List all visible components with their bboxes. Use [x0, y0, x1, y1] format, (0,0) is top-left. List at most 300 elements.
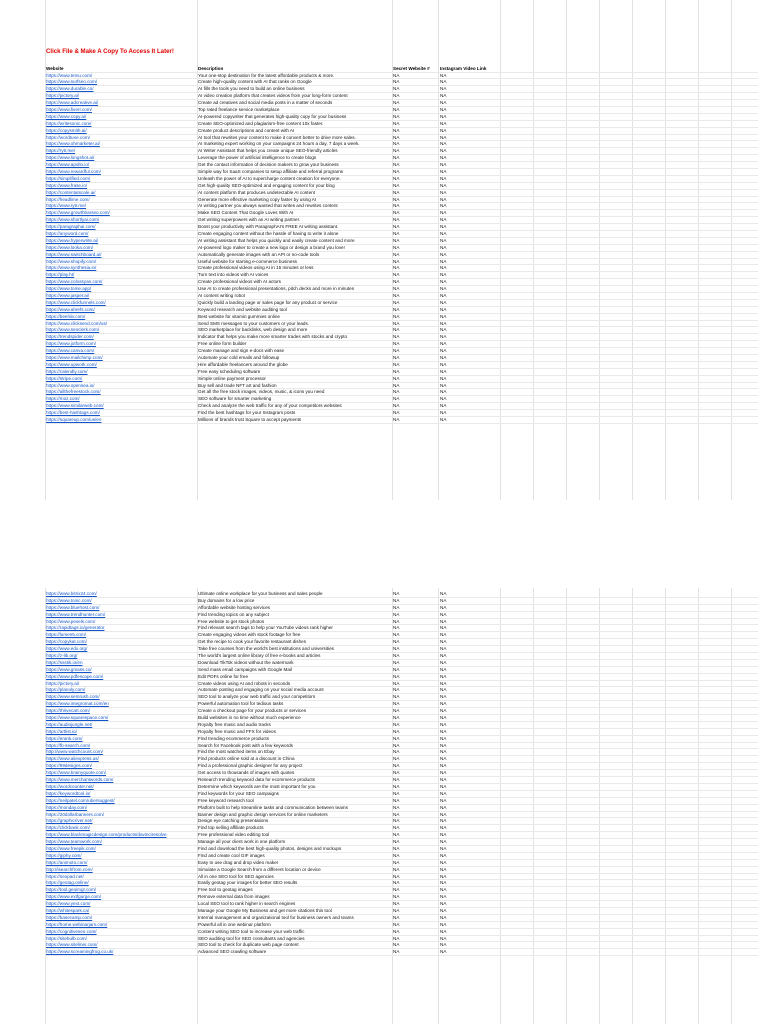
- secret-website-cell: NA: [393, 244, 400, 250]
- website-link[interactable]: https://tool.geoimgr.com/: [46, 887, 97, 893]
- secret-website-cell: NA: [393, 417, 400, 423]
- instagram-link-cell: NA: [440, 687, 447, 693]
- website-link[interactable]: https://www.looka.com/: [46, 244, 93, 250]
- instagram-link-cell: NA: [440, 715, 447, 721]
- secret-website-cell: NA: [393, 72, 400, 78]
- secret-website-column-header: Secret Website #: [393, 66, 430, 71]
- website-link[interactable]: https://www.surfseo.com/: [46, 79, 98, 85]
- website-link[interactable]: https://simplified.com/: [46, 175, 91, 181]
- website-link[interactable]: https://www.upwork.com/: [46, 361, 97, 367]
- website-link[interactable]: https://erank.com/: [46, 735, 83, 741]
- website-link[interactable]: https://fb-search.com/: [46, 742, 91, 748]
- website-link[interactable]: https://www.trendhunter.com/: [46, 611, 106, 617]
- instagram-link-cell: NA: [440, 251, 447, 257]
- description-cell: Create high-quality content with AI that ranks on Google: [198, 79, 312, 85]
- description-cell: Send SMS messages to your customers or your leads.: [198, 320, 310, 326]
- secret-website-cell: NA: [393, 134, 400, 140]
- description-cell: Send mass email campaigns with Google Mail: [198, 666, 292, 672]
- instagram-link-cell: NA: [440, 728, 447, 734]
- table-row: [45, 362, 758, 369]
- table-row: [45, 355, 758, 362]
- website-link[interactable]: https://www.switchboard.ai/: [46, 251, 102, 257]
- website-link[interactable]: https://www.brainyquote.com/: [46, 770, 107, 776]
- instagram-link-cell: NA: [440, 811, 447, 817]
- description-cell: Automatically generate images with an API or no-code tools: [198, 251, 320, 257]
- description-cell: Indicator that helps you make more smarter trades with stocks and crypto: [198, 334, 348, 340]
- website-link[interactable]: https://copykat.com/: [46, 639, 87, 645]
- website-link[interactable]: https://pictory.ai/: [46, 93, 80, 99]
- website-link[interactable]: http://isearchfrom.com/: [46, 866, 93, 872]
- instagram-link-cell: NA: [440, 368, 447, 374]
- website-link[interactable]: https://www.fiverr.com/: [46, 106, 92, 112]
- table-row: [45, 141, 758, 148]
- secret-website-cell: NA: [393, 168, 400, 174]
- website-link[interactable]: https://wordcounter.net/: [46, 783, 94, 789]
- website-link[interactable]: https://neilpatel.com/ubersuggest/: [46, 797, 115, 803]
- table-row: [45, 915, 758, 922]
- secret-website-cell: NA: [393, 742, 400, 748]
- description-cell: All in one SEO tool for SEO agencies: [198, 873, 274, 879]
- table-row: [45, 128, 758, 135]
- table-row: [45, 259, 758, 266]
- website-link[interactable]: https://www.longshot.ai/: [46, 155, 95, 161]
- website-link[interactable]: https://99designs.com/: [46, 763, 92, 769]
- table-row: [45, 825, 758, 832]
- description-cell: Free tool to geotag images: [198, 887, 253, 893]
- secret-website-cell: NA: [393, 639, 400, 645]
- instagram-link-cell: NA: [440, 804, 447, 810]
- description-cell: Find relevant search tags to help your YouTube videos rank higher: [198, 625, 333, 631]
- website-link[interactable]: https://www.gmass.co/: [46, 666, 92, 672]
- website-link[interactable]: https://www.edx.org/: [46, 646, 88, 652]
- description-cell: Create engaging videos with stock footage for free: [198, 632, 301, 638]
- website-link[interactable]: https://anyword.com/: [46, 230, 89, 236]
- table-row: [45, 722, 758, 729]
- table-row: [45, 321, 758, 328]
- website-link[interactable]: https://thrivecart.com/: [46, 708, 90, 714]
- secret-website-cell: NA: [393, 852, 400, 858]
- website-link[interactable]: https://www.freepik.com/: [46, 845, 96, 851]
- instagram-link-cell: NA: [440, 162, 447, 168]
- website-link[interactable]: https://artlist.io/: [46, 728, 77, 734]
- description-cell: AI fills the tools you need to build an online business: [198, 86, 305, 92]
- secret-website-cell: NA: [393, 410, 400, 416]
- website-link[interactable]: https://squareup.com/us/en: [46, 417, 102, 423]
- secret-website-cell: NA: [393, 735, 400, 741]
- website-link[interactable]: https://basecamp.com/: [46, 914, 93, 920]
- website-link[interactable]: https://www.screamingfrog.co.uk/: [46, 949, 114, 955]
- description-cell: Find products online sold at a discount in China: [198, 756, 295, 762]
- secret-website-cell: NA: [393, 873, 400, 879]
- instagram-link-cell: NA: [440, 653, 447, 659]
- description-cell: Create SEO-optimized and plagiarism-free content 10x faster.: [198, 120, 324, 126]
- secret-website-cell: NA: [393, 389, 400, 395]
- table-row: [45, 632, 758, 639]
- table-row: [45, 660, 758, 667]
- website-link[interactable]: https://play.ht/: [46, 272, 75, 278]
- website-link[interactable]: https://www.seoclerk.com/: [46, 327, 100, 333]
- website-link[interactable]: https://www.pexels.com/: [46, 618, 96, 624]
- website-link[interactable]: https://home.webinarjam.com/: [46, 921, 108, 927]
- website-link[interactable]: https://www.hyperwrite.ai/: [46, 237, 99, 243]
- instagram-link-cell: NA: [440, 258, 447, 264]
- instagram-link-cell: NA: [440, 852, 447, 858]
- secret-website-cell: NA: [393, 320, 400, 326]
- website-link[interactable]: https://cognitiveseo.com/: [46, 928, 97, 934]
- website-link[interactable]: https://www.squarespace.com/: [46, 715, 109, 721]
- secret-website-cell: NA: [393, 597, 400, 603]
- website-table-page-2: [45, 591, 758, 956]
- website-link[interactable]: https://www.extfgurge.com/: [46, 894, 102, 900]
- table-row: [45, 687, 758, 694]
- website-link[interactable]: https://www.shopify.com/: [46, 258, 97, 264]
- table-row: [45, 942, 758, 949]
- website-link[interactable]: https://geotag.online/: [46, 880, 89, 886]
- description-cell: AI video creation platform that creates videos from your long-form content: [198, 93, 348, 99]
- description-cell: Get access to thousands of images with quotes: [198, 770, 295, 776]
- table-row: [45, 300, 758, 307]
- website-link[interactable]: https://audiojungle.net/: [46, 721, 93, 727]
- instagram-link-cell: NA: [440, 735, 447, 741]
- description-cell: Buy sell and trade NFT art and fashion: [198, 382, 277, 388]
- table-row: [45, 169, 758, 176]
- table-row: [45, 839, 758, 846]
- secret-website-cell: NA: [393, 79, 400, 85]
- description-cell: Get the contact information of decision makers to grow your business: [198, 162, 339, 168]
- table-row: [45, 176, 758, 183]
- description-cell: Create engaging content without the hassle of having to write it alone: [198, 230, 339, 236]
- secret-website-cell: NA: [393, 327, 400, 333]
- website-link[interactable]: https://www.rewardful.com/: [46, 168, 101, 174]
- table-row: [45, 949, 758, 956]
- website-link[interactable]: https://beehiiv.com/: [46, 313, 86, 319]
- secret-website-cell: NA: [393, 797, 400, 803]
- website-link[interactable]: https://clickbank.com/: [46, 825, 90, 831]
- website-link[interactable]: https://www.apollo.io/: [46, 162, 90, 168]
- table-row: [45, 674, 758, 681]
- secret-website-cell: NA: [393, 230, 400, 236]
- table-row: [45, 341, 758, 348]
- table-row: [45, 286, 758, 293]
- instagram-link-cell: NA: [440, 625, 447, 631]
- website-link[interactable]: https://www.ohmarketer.ai/: [46, 141, 100, 147]
- description-cell: Simulate a Google Search from a different location or device: [198, 866, 321, 872]
- instagram-link-cell: NA: [440, 756, 447, 762]
- website-link[interactable]: https://www.copy.ai/: [46, 113, 87, 119]
- secret-website-cell: NA: [393, 901, 400, 907]
- description-column-header: Description: [198, 66, 224, 71]
- table-row: [45, 396, 758, 403]
- secret-website-cell: NA: [393, 715, 400, 721]
- instagram-link-cell: NA: [440, 701, 447, 707]
- instagram-link-cell: NA: [440, 866, 447, 872]
- table-row: [45, 403, 758, 410]
- description-cell: The world's largest online library of free e-books and articles: [198, 653, 321, 659]
- website-link[interactable]: https://calendly.com/: [46, 368, 88, 374]
- instagram-link-cell: NA: [440, 106, 447, 112]
- website-link[interactable]: https://www.integromat.com/en: [46, 701, 109, 707]
- website-link[interactable]: https://paragraphai.com/: [46, 224, 96, 230]
- description-cell: Get all the free stock images, videos, music, & icons you need: [198, 389, 325, 395]
- description-cell: Simple online payment processor: [198, 375, 266, 381]
- website-link[interactable]: https://www.rytr.me/: [46, 203, 87, 209]
- website-link[interactable]: https://z-lib.org/: [46, 653, 78, 659]
- description-cell: Leverage the power of artificial intelligence to create blogs: [198, 155, 317, 161]
- website-link[interactable]: https://www.mailchimp.com/: [46, 355, 103, 361]
- instagram-link-cell: NA: [440, 604, 447, 610]
- website-link[interactable]: https://www.siteliner.com/: [46, 942, 98, 948]
- description-cell: Create ad creatives and social media posts in a matter of seconds: [198, 100, 333, 106]
- website-link[interactable]: https://www.similarweb.com/: [46, 403, 104, 409]
- description-cell: Create professional videos using AI in 15 minutes or less: [198, 265, 314, 271]
- instagram-link-cell: NA: [440, 355, 447, 361]
- table-row: [45, 605, 758, 612]
- instagram-link-cell: NA: [440, 949, 447, 955]
- website-link[interactable]: https://pictory.ai/: [46, 680, 80, 686]
- website-link[interactable]: https://www.durable.co/: [46, 86, 94, 92]
- website-link[interactable]: https://www.shortlyai.com/: [46, 217, 100, 223]
- instagram-link-cell: NA: [440, 839, 447, 845]
- secret-website-cell: NA: [393, 141, 400, 147]
- table-row: [45, 197, 758, 204]
- website-link[interactable]: https://headlime.com/: [46, 196, 90, 202]
- website-link[interactable]: https://www.colossyan.com/: [46, 279, 103, 285]
- website-link[interactable]: https://www.jotform.com/: [46, 341, 97, 347]
- secret-website-cell: NA: [393, 832, 400, 838]
- instagram-link-cell: NA: [440, 361, 447, 367]
- table-row: [45, 190, 758, 197]
- website-link[interactable]: https://www.jasper.ai/: [46, 293, 90, 298]
- description-cell: Easy to use drag and drop video maker: [198, 859, 279, 865]
- description-cell: Get high-quality SEO-optimized and engaging content for your blog: [198, 182, 335, 188]
- table-row: [45, 389, 758, 396]
- website-link[interactable]: https://allthefreestock.com/: [46, 389, 101, 395]
- table-row: [45, 667, 758, 674]
- website-link[interactable]: https://rapidtags.io/generator: [46, 625, 105, 631]
- instagram-link-cell: NA: [440, 673, 447, 679]
- website-link[interactable]: https://trendspider.com/: [46, 334, 94, 340]
- website-link[interactable]: https://www.tome.app/: [46, 286, 92, 292]
- description-cell: Search for Facebook post with a few keywords: [198, 742, 293, 748]
- secret-website-cell: NA: [393, 361, 400, 367]
- website-link[interactable]: https://www.clickfunnels.com/: [46, 299, 106, 305]
- description-cell: Find the most watched items on Ebay: [198, 749, 275, 755]
- instagram-link-cell: NA: [440, 777, 447, 783]
- description-cell: Determine which keywords are the most important for you: [198, 783, 316, 789]
- secret-website-cell: NA: [393, 907, 400, 913]
- secret-website-cell: NA: [393, 272, 400, 278]
- description-cell: SEO tool to check for duplicate web page content: [198, 942, 299, 948]
- description-cell: Find a professional graphic designer for any project: [198, 763, 303, 769]
- instagram-link-cell: NA: [440, 845, 447, 851]
- secret-website-cell: NA: [393, 777, 400, 783]
- instagram-link-cell: NA: [440, 224, 447, 230]
- website-link[interactable]: https://www.bitrix24.com/: [46, 591, 97, 596]
- table-row: [45, 653, 758, 660]
- website-link[interactable]: https://contentatscale.ai/: [46, 189, 96, 195]
- website-link[interactable]: https://www.tonic.com/: [46, 597, 92, 603]
- table-row: [45, 646, 758, 653]
- description-cell: Find trending topics on any subject: [198, 611, 269, 617]
- secret-website-cell: NA: [393, 632, 400, 638]
- secret-website-cell: NA: [393, 106, 400, 112]
- instagram-link-cell: NA: [440, 293, 447, 298]
- table-row: [45, 694, 758, 701]
- instagram-link-cell: NA: [440, 749, 447, 755]
- instagram-link-cell: NA: [440, 396, 447, 402]
- instagram-link-cell: NA: [440, 348, 447, 354]
- table-row: [45, 121, 758, 128]
- description-cell: Easily geotag your images for better SEO results: [198, 880, 298, 886]
- website-link[interactable]: https://writesonic.com/: [46, 120, 92, 126]
- secret-website-cell: NA: [393, 804, 400, 810]
- table-row: [45, 936, 758, 943]
- website-link[interactable]: http://www.watchcount.com/: [46, 749, 103, 755]
- table-row: [45, 619, 758, 626]
- website-link[interactable]: https://rytr.me/: [46, 148, 76, 154]
- table-row: [45, 591, 758, 598]
- website-link[interactable]: https://www.opensea.io/: [46, 382, 95, 388]
- website-link[interactable]: https://www.clicksend.com/us/: [46, 320, 108, 326]
- secret-website-cell: NA: [393, 265, 400, 271]
- table-row: [45, 327, 758, 334]
- website-link[interactable]: https://sitebulb.com/: [46, 935, 87, 941]
- table-row: [45, 922, 758, 929]
- table-row: [45, 894, 758, 901]
- website-link[interactable]: https://www.canva.com/: [46, 348, 95, 354]
- secret-website-cell: NA: [393, 935, 400, 941]
- table-row: [45, 376, 758, 383]
- copy-instructions-banner: Click File & Make A Copy To Access It Later!: [46, 48, 174, 55]
- website-link[interactable]: https://monday.com/: [46, 804, 88, 810]
- website-link[interactable]: https://whitespark.ca/: [46, 907, 90, 913]
- secret-website-cell: NA: [393, 928, 400, 934]
- description-cell: Create videos using AI and robots in seconds: [198, 680, 291, 686]
- table-row: [45, 818, 758, 825]
- secret-website-cell: NA: [393, 86, 400, 92]
- website-link[interactable]: https://www.synthesia.io/: [46, 265, 97, 271]
- secret-website-cell: NA: [393, 203, 400, 209]
- description-cell: Free professional video editing tool: [198, 832, 270, 838]
- instagram-link-cell: NA: [440, 873, 447, 879]
- instagram-link-cell: NA: [440, 790, 447, 796]
- instagram-link-cell: NA: [440, 783, 447, 789]
- table-row: [45, 314, 758, 321]
- website-link[interactable]: https://lumen5.com/: [46, 632, 87, 638]
- website-link[interactable]: https://seopad.net/: [46, 873, 84, 879]
- description-cell: Create product descriptions and content with AI: [198, 127, 295, 133]
- website-link[interactable]: https://wordtune.com/: [46, 134, 90, 140]
- description-cell: Turn text into videos with AI voices: [198, 272, 269, 278]
- instagram-link-cell: NA: [440, 306, 447, 312]
- website-link[interactable]: https://planoly.com/: [46, 687, 86, 693]
- description-cell: Platform built to help streamline tasks and communication between teams: [198, 804, 348, 810]
- instagram-link-cell: NA: [440, 327, 447, 333]
- secret-website-cell: NA: [393, 866, 400, 872]
- description-cell: Powerful automation tool for tedious tasks: [198, 701, 284, 707]
- website-link[interactable]: https://www.bluehost.com/: [46, 604, 100, 610]
- secret-website-cell: NA: [393, 880, 400, 886]
- secret-website-cell: NA: [393, 368, 400, 374]
- description-cell: AI-powered copywriter that generates high-quality copy for your business: [198, 113, 347, 119]
- instagram-link-cell: NA: [440, 272, 447, 278]
- secret-website-cell: NA: [393, 182, 400, 188]
- instagram-link-cell: NA: [440, 666, 447, 672]
- description-cell: AI writing assistant that helps you quickly and easily create content and more: [198, 237, 355, 243]
- instagram-link-cell: NA: [440, 155, 447, 161]
- table-row: [45, 93, 758, 100]
- table-row: [45, 293, 758, 300]
- description-cell: Build websites in no time without much experience: [198, 715, 301, 721]
- secret-website-cell: NA: [393, 845, 400, 851]
- website-link[interactable]: https://ssstik.io/en: [46, 659, 83, 665]
- website-link[interactable]: https://animoto.com/: [46, 859, 88, 865]
- website-link[interactable]: https://www.ahrefs.com/: [46, 306, 95, 312]
- secret-website-cell: NA: [393, 217, 400, 223]
- secret-website-cell: NA: [393, 604, 400, 610]
- website-link[interactable]: https://copysmith.ai/: [46, 127, 87, 133]
- website-link[interactable]: https://keywordtool.io/: [46, 790, 91, 796]
- instagram-link-cell: NA: [440, 210, 447, 216]
- instagram-link-cell: NA: [440, 832, 447, 838]
- website-link[interactable]: https://www.merchantwords.com/: [46, 777, 114, 783]
- website-link[interactable]: https://www.semrush.com/: [46, 694, 100, 700]
- secret-website-cell: NA: [393, 770, 400, 776]
- description-cell: Advanced SEO crawling software: [198, 949, 267, 955]
- website-link[interactable]: https://graphicriver.net/: [46, 818, 93, 824]
- website-link[interactable]: https://www.frase.io/: [46, 182, 88, 188]
- table-row: [45, 901, 758, 908]
- table-row: [45, 348, 758, 355]
- website-link[interactable]: https://www.teamwork.com/: [46, 839, 102, 845]
- description-cell: Keyword research and website auditing tool: [198, 306, 287, 312]
- table-row: [45, 777, 758, 784]
- description-cell: Millions of brands trust Square to accept payments: [198, 417, 302, 423]
- instagram-link-cell: NA: [440, 196, 447, 202]
- instagram-link-cell: NA: [440, 237, 447, 243]
- website-link[interactable]: https://www.temu.com/: [46, 72, 93, 78]
- instagram-link-cell: NA: [440, 230, 447, 236]
- website-link[interactable]: https://www.aliexpress.us/: [46, 756, 99, 762]
- instagram-link-cell: NA: [440, 907, 447, 913]
- table-row: [45, 148, 758, 155]
- website-link[interactable]: https://www.adcreative.ai/: [46, 100, 99, 106]
- instagram-link-cell: NA: [440, 921, 447, 927]
- description-cell: Design eye catching presentations: [198, 818, 269, 824]
- table-row: [45, 853, 758, 860]
- website-link[interactable]: https://20dollarbanners.com/: [46, 811, 104, 817]
- description-cell: AI Writer Assistant that helps you create unique SEO-friendly articles: [198, 148, 338, 154]
- website-link[interactable]: https://www.growthbarseo.com/: [46, 210, 110, 216]
- secret-website-cell: NA: [393, 313, 400, 319]
- website-link[interactable]: https://www.yext.com/: [46, 901, 91, 907]
- secret-website-cell: NA: [393, 189, 400, 195]
- secret-website-cell: NA: [393, 763, 400, 769]
- website-link[interactable]: https://stripe.com/: [46, 375, 83, 381]
- instagram-link-cell: NA: [440, 389, 447, 395]
- website-link[interactable]: https://www.pdfescape.com/: [46, 673, 104, 679]
- website-link[interactable]: https://giphy.com/: [46, 852, 82, 858]
- description-cell: Affordable website hosting services: [198, 604, 270, 610]
- website-link[interactable]: https://www.blackmagicdesign.com/products/davinciresolve: [46, 832, 167, 838]
- website-link[interactable]: https://best-hashtags.com/: [46, 410, 100, 416]
- table-row: [45, 639, 758, 646]
- sheet-page-2: [0, 588, 768, 1024]
- table-row: [45, 860, 758, 867]
- description-cell: SEO software for smarter marketing: [198, 396, 272, 402]
- instagram-link-cell: NA: [440, 100, 447, 106]
- website-link[interactable]: https://moz.com/: [46, 396, 80, 402]
